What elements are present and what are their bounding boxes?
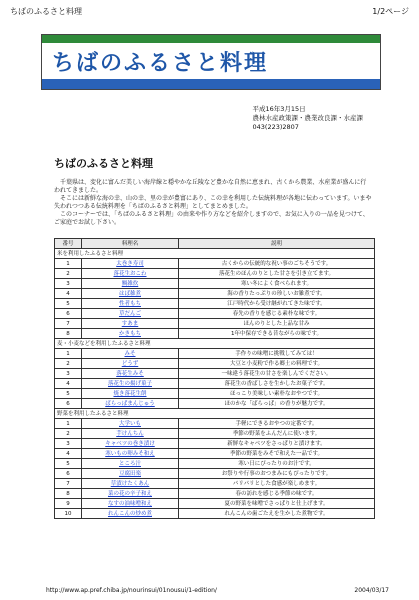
recipe-description: 古くからの伝統的な祝い事のごちそうです。	[179, 259, 375, 269]
recipe-link[interactable]: 芋けんちん	[82, 429, 179, 439]
recipe-description: 江戸時代から受け継がれてきた味です。	[179, 299, 375, 309]
row-number: 6	[55, 309, 82, 319]
page-footer	[46, 587, 389, 594]
column-header: 料理名	[82, 239, 179, 249]
table-row	[55, 459, 375, 469]
table-row	[55, 309, 375, 319]
recipe-link[interactable]: キャベツの巻き漬け	[82, 439, 179, 449]
row-number: 5	[55, 459, 82, 469]
recipe-link[interactable]: れんこんの炒め煮	[82, 509, 179, 519]
table-row	[55, 499, 375, 509]
recipe-description: 新鮮なキャベツをさっぱりと漬けます。	[179, 439, 375, 449]
table-row	[55, 439, 375, 449]
header-title: ちばのふるさと料理	[10, 7, 82, 16]
recipe-description: 大豆と小麦粉で作る郷土の料理です。	[179, 359, 375, 369]
table-row	[55, 389, 375, 399]
section-label: 野菜を利用したふるさと料理	[55, 409, 375, 419]
recipe-link[interactable]: 草だんご	[82, 309, 179, 319]
recipe-description: ほっこり美味しい素朴なおやつです。	[179, 389, 375, 399]
recipe-description: パリパリとした食感が楽しめます。	[179, 479, 375, 489]
table-row	[55, 429, 375, 439]
recipe-link[interactable]: 草漬けたくあん	[82, 479, 179, 489]
source-url: http://www.ap.pref.chiba.jp/nourinsui/01nousui/1-edition/	[46, 587, 217, 594]
table-row	[55, 509, 375, 519]
table-row	[55, 269, 375, 279]
row-number: 3	[55, 369, 82, 379]
row-number: 8	[55, 329, 82, 339]
row-number: 6	[55, 399, 82, 409]
recipe-description: お祭りや行事のおつまみにもぴったりです。	[179, 469, 375, 479]
table-row	[55, 329, 375, 339]
table-row	[55, 359, 375, 369]
table-row	[55, 299, 375, 309]
intro-text	[54, 179, 372, 227]
table-row	[55, 399, 375, 409]
recipe-link[interactable]: ところ汁	[82, 459, 179, 469]
issuer-tel: 043(223)2807	[252, 123, 299, 131]
recipe-description: 春の訪れを感じる季節の味です。	[179, 489, 375, 499]
banner-green-stripe	[42, 35, 380, 43]
table-row	[55, 379, 375, 389]
recipe-link[interactable]: 鯛雑炊	[82, 279, 179, 289]
recipe-description: 寒い冬によく食べられます。	[179, 279, 375, 289]
table-row	[55, 319, 375, 329]
recipe-description: ほんのりとした上品な甘み	[179, 319, 375, 329]
recipe-link[interactable]: かきもち	[82, 329, 179, 339]
table-header-row	[55, 239, 375, 249]
recipe-description: 季節の野菜をみそで和えた一品です。	[179, 449, 375, 459]
table-row	[55, 489, 375, 499]
recipe-link[interactable]: 大学いも	[82, 419, 179, 429]
recipe-link[interactable]: 豆腐田楽	[82, 469, 179, 479]
recipe-description: れんこんの歯ごたえを生かした煮物です。	[179, 509, 375, 519]
table-row	[55, 369, 375, 379]
recipe-description: 落花生の香ばしさを生かしたお菓子です。	[179, 379, 375, 389]
issuer-info	[253, 105, 364, 132]
column-header: 説明	[179, 239, 375, 249]
section-label: 麦・小麦などを利用したふるさと料理	[55, 339, 375, 349]
table-row	[55, 279, 375, 289]
row-number: 8	[55, 489, 82, 499]
section-row	[55, 409, 375, 419]
recipe-link[interactable]: 性者もち	[82, 299, 179, 309]
banner-title: ちばのふるさと料理	[42, 43, 380, 79]
column-header: 番号	[55, 239, 82, 249]
recipe-link[interactable]: 落花生の揚げ菓子	[82, 379, 179, 389]
banner-blue-stripe	[42, 79, 380, 89]
table-row	[55, 349, 375, 359]
recipe-description: 1年中保存できる昔ながらの味です。	[179, 329, 375, 339]
title-banner	[41, 34, 381, 90]
row-number: 3	[55, 439, 82, 449]
row-number: 6	[55, 469, 82, 479]
recipe-description: ほのかな「ばらっぱ」の香りが魅力です。	[179, 399, 375, 409]
recipe-link[interactable]: 太巻き寿司	[82, 259, 179, 269]
page-number: 1/2ページ	[372, 7, 409, 16]
intro-paragraph: そこには新鮮な海の幸、山の幸、里の幸が豊富にあり、この幸を利用した伝統料理が各地に伝わっています。いまや失われつつある伝統料理を「ちばのふるさと料理」としてまとめました。	[54, 195, 372, 210]
row-number: 5	[55, 299, 82, 309]
row-number: 10	[55, 509, 82, 519]
recipe-link[interactable]: どうず	[82, 359, 179, 369]
row-number: 4	[55, 289, 82, 299]
recipe-link[interactable]: 落花生おこわ	[82, 269, 179, 279]
recipe-link[interactable]: はば雑煮	[82, 289, 179, 299]
row-number: 4	[55, 379, 82, 389]
row-number: 9	[55, 499, 82, 509]
table-row	[55, 419, 375, 429]
row-number: 2	[55, 269, 82, 279]
row-number: 1	[55, 259, 82, 269]
row-number: 2	[55, 359, 82, 369]
recipe-description: 季節の野菜をふんだんに使います。	[179, 429, 375, 439]
row-number: 7	[55, 479, 82, 489]
table-row	[55, 469, 375, 479]
row-number: 3	[55, 279, 82, 289]
row-number: 1	[55, 419, 82, 429]
recipe-table	[54, 238, 375, 519]
recipe-description: 寒い日にぴったりのお汁です。	[179, 459, 375, 469]
table-row	[55, 289, 375, 299]
row-number: 5	[55, 389, 82, 399]
recipe-link[interactable]: 焼き落花生餅	[82, 389, 179, 399]
table-row	[55, 259, 375, 269]
page-title: ちばのふるさと料理	[54, 157, 153, 170]
recipe-description: 一味違う落花生の甘さを楽しんでください。	[179, 369, 375, 379]
recipe-link[interactable]: 寒いもの卵みそ和え	[82, 449, 179, 459]
issuer-dept: 農林水産政策課・農業改良課・水産課	[252, 114, 363, 122]
row-number: 7	[55, 319, 82, 329]
recipe-link[interactable]: みそ	[82, 349, 179, 359]
recipe-link[interactable]: すあま	[82, 319, 179, 329]
recipe-link[interactable]: 菜の花の辛子和え	[82, 489, 179, 499]
row-number: 2	[55, 429, 82, 439]
row-number: 1	[55, 349, 82, 359]
print-date: 2004/03/17	[354, 587, 389, 594]
row-number: 4	[55, 449, 82, 459]
recipe-link[interactable]: 落花生みそ	[82, 369, 179, 379]
page-header	[10, 6, 409, 17]
section-row	[55, 339, 375, 349]
intro-paragraph: このコーナーでは、「ちばのふるさと料理」の由来や作り方などを紹介しますので、お気に入りの一品を見つけて、ご家庭でお試し下さい。	[54, 211, 369, 226]
intro-paragraph: 千葉県は、変化に富んだ美しい海岸線と穏やかな丘陵など豊かな自然に恵まれ、古くから農業、水産業が盛んに行われてきました。	[54, 179, 367, 194]
issue-date: 平成16年3月15日	[252, 105, 306, 113]
table-row	[55, 479, 375, 489]
section-label: 米を利用したふるさと料理	[55, 249, 375, 259]
recipe-link[interactable]: ばらっぱまんじゅう	[82, 399, 179, 409]
recipe-link[interactable]: なすの油味噌和え	[82, 499, 179, 509]
table-row	[55, 449, 375, 459]
recipe-description: 手作りの味噌に挑戦してみては！	[179, 349, 375, 359]
recipe-description: 春先の香りを感じる素朴な味です。	[179, 309, 375, 319]
recipe-description: 手軽にできるおやつの定番です。	[179, 419, 375, 429]
recipe-description: 落花生のほんのりとした甘さを引き立てます。	[179, 269, 375, 279]
recipe-description: 海の香りたっぷりの珍しいお雑煮です。	[179, 289, 375, 299]
section-row	[55, 249, 375, 259]
recipe-description: 夏の野菜を味噌でさっぱりと仕上げます。	[179, 499, 375, 509]
